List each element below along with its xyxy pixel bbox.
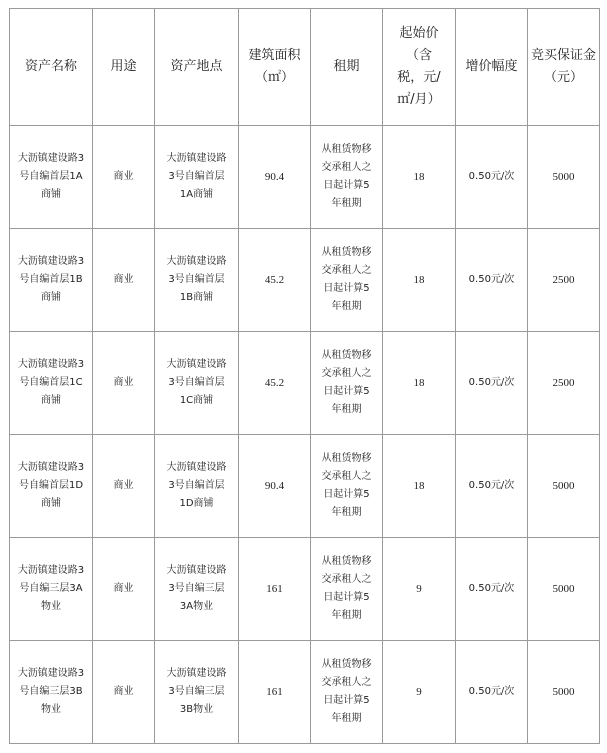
cell-deposit: 5000 xyxy=(528,538,600,641)
cell-asset-name: 大沥镇建设路3号自编三层3A物业 xyxy=(10,538,93,641)
cell-deposit: 5000 xyxy=(528,435,600,538)
cell-asset-location: 大沥镇建设路3号自编首层1A商铺 xyxy=(155,126,239,229)
cell-deposit: 5000 xyxy=(528,641,600,744)
header-usage: 用途 xyxy=(93,9,155,126)
cell-starting-price: 9 xyxy=(383,641,456,744)
header-starting-price: 起始价（含税，元/㎡/月） xyxy=(383,9,456,126)
cell-asset-location: 大沥镇建设路3号自编三层3B物业 xyxy=(155,641,239,744)
cell-asset-name: 大沥镇建设路3号自编首层1D商铺 xyxy=(10,435,93,538)
cell-starting-price: 18 xyxy=(383,229,456,332)
cell-lease-term: 从租赁物移交承租人之日起计算5年租期 xyxy=(311,641,383,744)
cell-asset-name: 大沥镇建设路3号自编首层1A商铺 xyxy=(10,126,93,229)
cell-starting-price: 9 xyxy=(383,538,456,641)
cell-asset-location: 大沥镇建设路3号自编首层1B商铺 xyxy=(155,229,239,332)
cell-building-area: 90.4 xyxy=(239,126,311,229)
cell-building-area: 45.2 xyxy=(239,229,311,332)
table-row xyxy=(10,126,600,229)
cell-increment: 0.50元/次 xyxy=(456,229,528,332)
table-row xyxy=(10,641,600,744)
cell-deposit: 2500 xyxy=(528,229,600,332)
header-asset-name: 资产名称 xyxy=(10,9,93,126)
cell-starting-price: 18 xyxy=(383,332,456,435)
cell-increment: 0.50元/次 xyxy=(456,538,528,641)
cell-lease-term: 从租赁物移交承租人之日起计算5年租期 xyxy=(311,538,383,641)
cell-lease-term: 从租赁物移交承租人之日起计算5年租期 xyxy=(311,332,383,435)
header-deposit: 竞买保证金（元） xyxy=(528,9,600,126)
cell-starting-price: 18 xyxy=(383,435,456,538)
cell-lease-term: 从租赁物移交承租人之日起计算5年租期 xyxy=(311,126,383,229)
cell-usage: 商业 xyxy=(93,435,155,538)
cell-lease-term: 从租赁物移交承租人之日起计算5年租期 xyxy=(311,229,383,332)
cell-building-area: 161 xyxy=(239,538,311,641)
cell-usage: 商业 xyxy=(93,641,155,744)
cell-building-area: 90.4 xyxy=(239,435,311,538)
cell-usage: 商业 xyxy=(93,332,155,435)
cell-asset-location: 大沥镇建设路3号自编首层1C商铺 xyxy=(155,332,239,435)
table-row xyxy=(10,229,600,332)
cell-usage: 商业 xyxy=(93,229,155,332)
cell-increment: 0.50元/次 xyxy=(456,641,528,744)
table-row xyxy=(10,538,600,641)
cell-deposit: 5000 xyxy=(528,126,600,229)
header-increment: 增价幅度 xyxy=(456,9,528,126)
table-header-row xyxy=(10,9,600,126)
cell-asset-name: 大沥镇建设路3号自编首层1B商铺 xyxy=(10,229,93,332)
cell-usage: 商业 xyxy=(93,126,155,229)
cell-asset-name: 大沥镇建设路3号自编首层1C商铺 xyxy=(10,332,93,435)
asset-lease-table xyxy=(9,8,600,744)
cell-usage: 商业 xyxy=(93,538,155,641)
cell-lease-term: 从租赁物移交承租人之日起计算5年租期 xyxy=(311,435,383,538)
cell-deposit: 2500 xyxy=(528,332,600,435)
table-row xyxy=(10,332,600,435)
cell-increment: 0.50元/次 xyxy=(456,126,528,229)
table-row xyxy=(10,435,600,538)
cell-asset-location: 大沥镇建设路3号自编三层3A物业 xyxy=(155,538,239,641)
header-building-area: 建筑面积（㎡） xyxy=(239,9,311,126)
cell-starting-price: 18 xyxy=(383,126,456,229)
cell-increment: 0.50元/次 xyxy=(456,332,528,435)
header-lease-term: 租期 xyxy=(311,9,383,126)
cell-asset-location: 大沥镇建设路3号自编首层1D商铺 xyxy=(155,435,239,538)
header-asset-location: 资产地点 xyxy=(155,9,239,126)
cell-building-area: 45.2 xyxy=(239,332,311,435)
cell-building-area: 161 xyxy=(239,641,311,744)
cell-increment: 0.50元/次 xyxy=(456,435,528,538)
cell-asset-name: 大沥镇建设路3号自编三层3B物业 xyxy=(10,641,93,744)
